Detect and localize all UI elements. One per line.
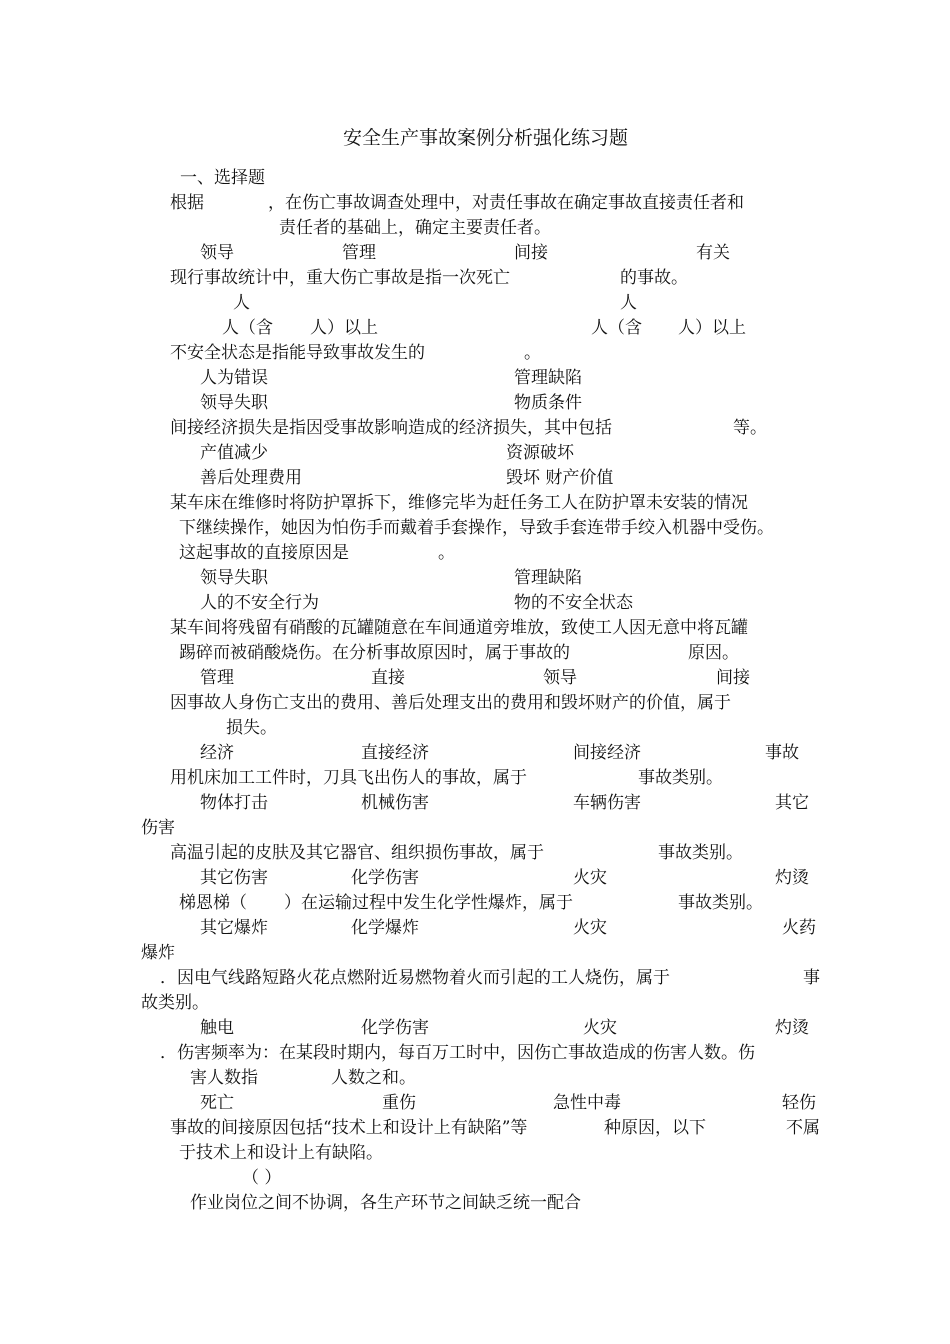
q10-stem-start: 梯恩梯（ (179, 893, 247, 913)
q2-option-c-start: 人（含 (222, 318, 273, 338)
q7-option-a: 经济 (200, 743, 234, 763)
q5-stem-line3-end: 。 (438, 543, 455, 563)
q13-stem-end: 不属 (786, 1118, 820, 1138)
q3-stem-start: 不安全状态是指能导致事故发生的 (170, 343, 425, 363)
q10-option-a: 其它爆炸 (200, 918, 268, 938)
q6-stem-line2-end: 原因。 (688, 643, 739, 663)
q11-option-a: 触电 (200, 1018, 234, 1038)
q1-option-a: 领导 (200, 243, 234, 263)
q8-stem-end: 事故类别。 (638, 768, 723, 788)
q4-option-c: 善后处理费用 (200, 468, 302, 488)
q9-option-d: 灼烫 (775, 868, 809, 888)
q5-option-c: 人的不安全行为 (200, 593, 319, 613)
q6-stem-line1: 某车间将残留有硝酸的瓦罐随意在车间通道旁堆放，致使工人因无意中将瓦罐 (170, 618, 748, 638)
q9-option-a: 其它伤害 (200, 868, 268, 888)
q10-option-b: 化学爆炸 (351, 918, 419, 938)
q6-option-b: 直接 (371, 668, 405, 688)
q7-stem-line2: 损失。 (226, 718, 277, 738)
q12-stem-line1: ．伤害频率为：在某段时期内，每百万工时中，因伤亡事故造成的伤害人数。伤 (160, 1043, 755, 1063)
q4-option-b: 资源破坏 (506, 443, 574, 463)
page-title: 安全生产事故案例分析强化练习题 (343, 127, 629, 149)
q13-stem-line2: 于技术上和设计上有缺陷。 (179, 1143, 383, 1163)
q2-option-b: 人 (620, 293, 637, 313)
q2-option-d-end: 人）以上 (678, 318, 746, 338)
q11-option-c: 火灾 (583, 1018, 617, 1038)
q11-option-d: 灼烫 (775, 1018, 809, 1038)
q4-option-a: 产值减少 (200, 443, 268, 463)
q13-option-a: 作业岗位之间不协调，各生产环节之间缺乏统一配合 (190, 1193, 581, 1213)
q6-option-d: 间接 (716, 668, 750, 688)
q9-option-b: 化学伤害 (351, 868, 419, 888)
q12-stem-line2-start: 害人数指 (190, 1068, 258, 1088)
q13-stem-middle: 种原因，以下 (604, 1118, 706, 1138)
section-heading: 一、选择题 (180, 168, 265, 188)
q4-stem-end: 等。 (733, 418, 767, 438)
q1-stem-rest: ，在伤亡事故调查处理中，对责任事故在确定事故直接责任者和 (268, 193, 744, 213)
q10-option-c: 火灾 (573, 918, 607, 938)
q10-option-d-wrap: 爆炸 (141, 943, 175, 963)
q3-stem-end: 。 (524, 343, 541, 363)
q8-option-a: 物体打击 (200, 793, 268, 813)
q7-stem-line1: 因事故人身伤亡支出的费用、善后处理支出的费用和毁坏财产的价值，属于 (170, 693, 731, 713)
q1-option-c: 间接 (514, 243, 548, 263)
q5-option-b: 管理缺陷 (514, 568, 582, 588)
q7-option-b: 直接经济 (361, 743, 429, 763)
q8-option-b: 机械伤害 (361, 793, 429, 813)
q13-stem-start: 事故的间接原因包括“技术上和设计上有缺陷”等 (170, 1118, 528, 1138)
q8-option-d-wrap: 伤害 (141, 818, 175, 838)
q1-option-d: 有关 (696, 243, 730, 263)
q9-option-c: 火灾 (573, 868, 607, 888)
q3-option-c: 领导失职 (200, 393, 268, 413)
q10-stem-middle: ）在运输过程中发生化学性爆炸，属于 (284, 893, 573, 913)
q11-stem-start: ．因电气线路短路火花点燃附近易燃物着火而引起的工人烧伤，属于 (160, 968, 670, 988)
q5-stem-line3-start: 这起事故的直接原因是 (179, 543, 349, 563)
q5-stem-line2: 下继续操作，她因为怕伤手而戴着手套操作，导致手套连带手绞入机器中受伤。 (179, 518, 774, 538)
q11-stem-end: 事 (803, 968, 820, 988)
q3-option-d: 物质条件 (514, 393, 582, 413)
q6-option-a: 管理 (200, 668, 234, 688)
q12-option-a: 死亡 (200, 1093, 234, 1113)
q5-stem-line1: 某车床在维修时将防护罩拆下，维修完毕为赶任务工人在防护罩未安装的情况 (170, 493, 748, 513)
q11-stem-line2: 故类别。 (141, 993, 209, 1013)
q13-answer-paren: （ ） (242, 1168, 282, 1188)
q5-option-a: 领导失职 (200, 568, 268, 588)
q1-stem-start: 根据 (170, 193, 204, 213)
q1-option-b: 管理 (342, 243, 376, 263)
q6-option-c: 领导 (543, 668, 577, 688)
q7-option-d: 事故 (765, 743, 799, 763)
q12-stem-line2-end: 人数之和。 (331, 1068, 416, 1088)
q10-option-d: 火药 (782, 918, 816, 938)
q3-option-a: 人为错误 (200, 368, 268, 388)
q5-option-d: 物的不安全状态 (514, 593, 633, 613)
q4-stem-start: 间接经济损失是指因受事故影响造成的经济损失，其中包括 (170, 418, 612, 438)
q6-stem-line2-start: 踢碎而被硝酸烧伤。在分析事故原因时，属于事故的 (179, 643, 570, 663)
q1-stem-line2: 责任者的基础上，确定主要责任者。 (279, 218, 551, 238)
q9-stem-end: 事故类别。 (658, 843, 743, 863)
q2-option-d-start: 人（含 (591, 318, 642, 338)
q3-option-b: 管理缺陷 (514, 368, 582, 388)
q10-stem-end: 事故类别。 (678, 893, 763, 913)
q2-option-c-end: 人）以上 (310, 318, 378, 338)
q12-option-c: 急性中毒 (553, 1093, 621, 1113)
q4-option-d: 毁坏 财产价值 (506, 468, 614, 488)
q2-stem-start: 现行事故统计中，重大伤亡事故是指一次死亡 (170, 268, 510, 288)
q8-option-d: 其它 (775, 793, 809, 813)
q9-stem-start: 高温引起的皮肤及其它器官、组织损伤事故，属于 (170, 843, 544, 863)
q12-option-d: 轻伤 (782, 1093, 816, 1113)
q8-stem-start: 用机床加工工件时，刀具飞出伤人的事故，属于 (170, 768, 527, 788)
q2-stem-end: 的事故。 (620, 268, 688, 288)
q12-option-b: 重伤 (382, 1093, 416, 1113)
q2-option-a: 人 (233, 293, 250, 313)
q8-option-c: 车辆伤害 (573, 793, 641, 813)
q11-option-b: 化学伤害 (361, 1018, 429, 1038)
q7-option-c: 间接经济 (573, 743, 641, 763)
